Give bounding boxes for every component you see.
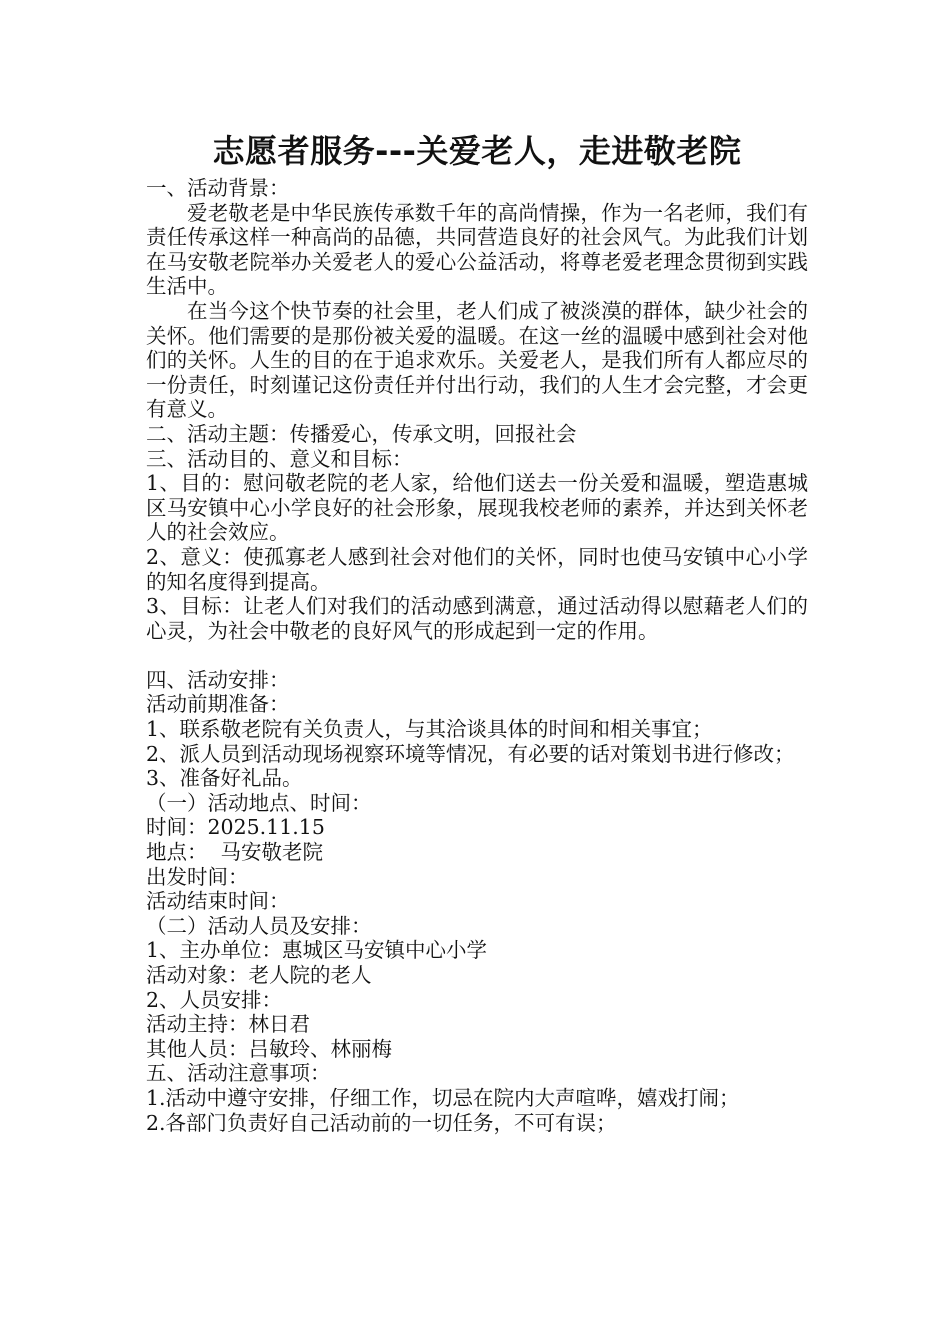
staff-heading: （二）活动人员及安排： [146, 913, 372, 938]
prep-heading: 活动前期准备： [146, 692, 290, 717]
prep-item-2: 2、派人员到活动现场视察环境等情况，有必要的话对策划书进行修改； [146, 741, 795, 766]
document-page [146, 128, 808, 1135]
prep-item-1: 1、联系敬老院有关负责人，与其洽谈具体的时间和相关事宜； [146, 717, 713, 742]
other-staff: 其他人员：吕敏玲、林丽梅 [146, 1036, 392, 1061]
activity-place: 地点： 马安敬老院 [146, 840, 324, 865]
document-title: 志愿者服务---关爱老人，走进敬老院 [212, 132, 742, 170]
goal-purpose: 1、目的：慰问敬老院的老人家，给他们送去一份关爱和温暖，塑造惠城区马安镇中心小学良好的社会形象，展现我校老师的素养，并达到关怀老人的社会效应。 [146, 471, 808, 545]
end-time: 活动结束时间： [146, 889, 290, 914]
staff-arrangement: 2、人员安排： [146, 987, 283, 1012]
section-heading-background: 一、活动背景： [146, 176, 290, 200]
background-paragraph-1: 爱老敬老是中华民族传承数千年的高尚情操，作为一名老师，我们有责任传承这样一种高尚的品德，共同营造良好的社会风气。为此我们计划在马安敬老院举办关爱老人的爱心公益活动，将尊老爱老理念贯彻到实践生活中。 [146, 200, 808, 299]
organizer: 1、主办单位：惠城区马安镇中心小学 [146, 938, 488, 963]
activity-target: 活动对象：老人院的老人 [146, 963, 372, 987]
host: 活动主持：林日君 [146, 1012, 310, 1037]
prep-item-3: 3、准备好礼品。 [146, 766, 303, 791]
section-heading-notes: 五、活动注意事项： [146, 1061, 331, 1086]
section-heading-arrangement: 四、活动安排： [146, 667, 290, 692]
blank-line [146, 643, 808, 668]
goal-significance: 2、意义：使孤寡老人感到社会对他们的关怀，同时也使马安镇中心小学的知名度得到提高。 [146, 544, 808, 594]
note-2: 2.各部门负责好自己活动前的一切任务，不可有误； [146, 1110, 617, 1135]
section-heading-theme: 二、活动主题：传播爱心，传承文明，回报社会 [146, 421, 577, 446]
activity-time: 时间：2025.11.15 [146, 815, 325, 840]
section-heading-goals: 三、活动目的、意义和目标： [146, 446, 413, 471]
place-time-heading: （一）活动地点、时间： [146, 790, 372, 815]
background-paragraph-2: 在当今这个快节奏的社会里，老人们成了被淡漠的群体，缺少社会的关怀。他们需要的是那份被关爱的温暖。在这一丝的温暖中感到社会对他们的关怀。人生的目的在于追求欢乐。关爱老人，是我们所有人都应尽的一份责任，时刻谨记这份责任并付出行动，我们的人生才会完整，才会更有意义。 [146, 298, 808, 422]
note-1: 1.活动中遵守安排，仔细工作，切忌在院内大声喧哗，嬉戏打闹； [146, 1085, 740, 1110]
departure-time: 出发时间： [146, 864, 249, 889]
goal-target: 3、目标：让老人们对我们的活动感到满意，通过活动得以慰藉老人们的心灵，为社会中敬老的良好风气的形成起到一定的作用。 [146, 594, 808, 643]
